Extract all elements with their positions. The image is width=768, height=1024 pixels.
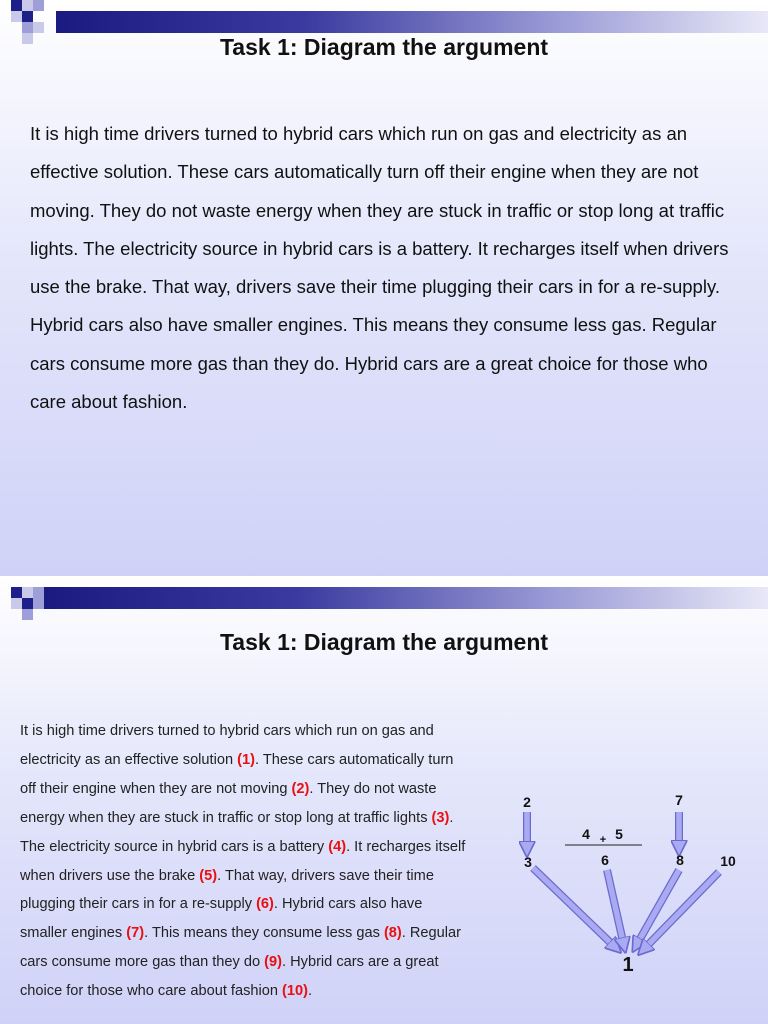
plus-sign: + [599,834,607,846]
node-8: 8 [676,852,684,868]
node-4: 4 [582,826,590,842]
node-2: 2 [523,794,531,810]
slide-1-paragraph: It is high time drivers turned to hybrid cars which run on gas and electricity as an effective solution. These cars automatically turn off their engine when they are not moving. They do not waste energy when they are stuck in traffic or stop long at traffic lights. The electricity source in hybrid cars is a battery. It recharges itself when drivers use the brake. That way, drivers save their time plugging their cars in for a re-supply. Hybrid cars also have smaller engines. This means they consume less gas. Regular cars consume more gas than they do. Hybrid cars are a great choice for those who care about fashion. [30,123,729,413]
arrow-3-to-1 [533,868,616,948]
sentence-ref: (1) [237,751,255,768]
sentence-text: . These cars automatically turn off their engine when they are not moving [20,751,454,797]
slide-2-title: Task 1: Diagram the argument [219,629,549,655]
sentence-ref: (4) [328,838,347,855]
sentence-ref: (10) [282,983,308,1000]
sentence-text: . Regular cars consume more gas than they do [20,925,461,971]
sentence-ref: (3) [431,809,450,826]
sentence-text: . [308,983,313,1000]
slide-1-title: Task 1: Diagram the argument [219,34,549,60]
node-6: 6 [601,852,609,868]
sentence-ref: (7) [126,925,145,942]
arrow-6-to-1 [607,870,624,946]
node-1-conclusion: 1 [622,954,634,976]
sentence-text: . Hybrid cars also have smaller engines [20,896,423,942]
sentence-text: . This means they consume less gas [144,925,384,942]
sentence-text: It is high time drivers turned to hybrid cars which run on gas and electricity as an effective solution [20,723,434,768]
sentence-ref: (6) [256,896,274,913]
sentence-text: . They do not waste energy when they are stuck in traffic or stop long at traffic lights [20,780,437,826]
node-3: 3 [524,854,532,870]
sentence-text: . That way, drivers save their time plugging their cars in for a re-supply [20,867,434,913]
node-7: 7 [675,792,683,808]
sentence-ref: (8) [383,925,402,942]
slide-2 [0,576,768,1024]
sentence-ref: (5) [199,867,218,884]
sentence-text: . It recharges itself when drivers use the brake [20,838,466,884]
sentence-text: . The electricity source in hybrid cars is a battery [20,809,454,855]
node-5: 5 [615,826,623,842]
sentence-ref: (2) [291,780,310,797]
argument-diagram [0,576,768,1024]
sentence-ref: (9) [264,954,283,971]
node-10: 10 [720,853,736,869]
sentence-text: . Hybrid cars are a great choice for those who care about fashion [20,954,439,1000]
